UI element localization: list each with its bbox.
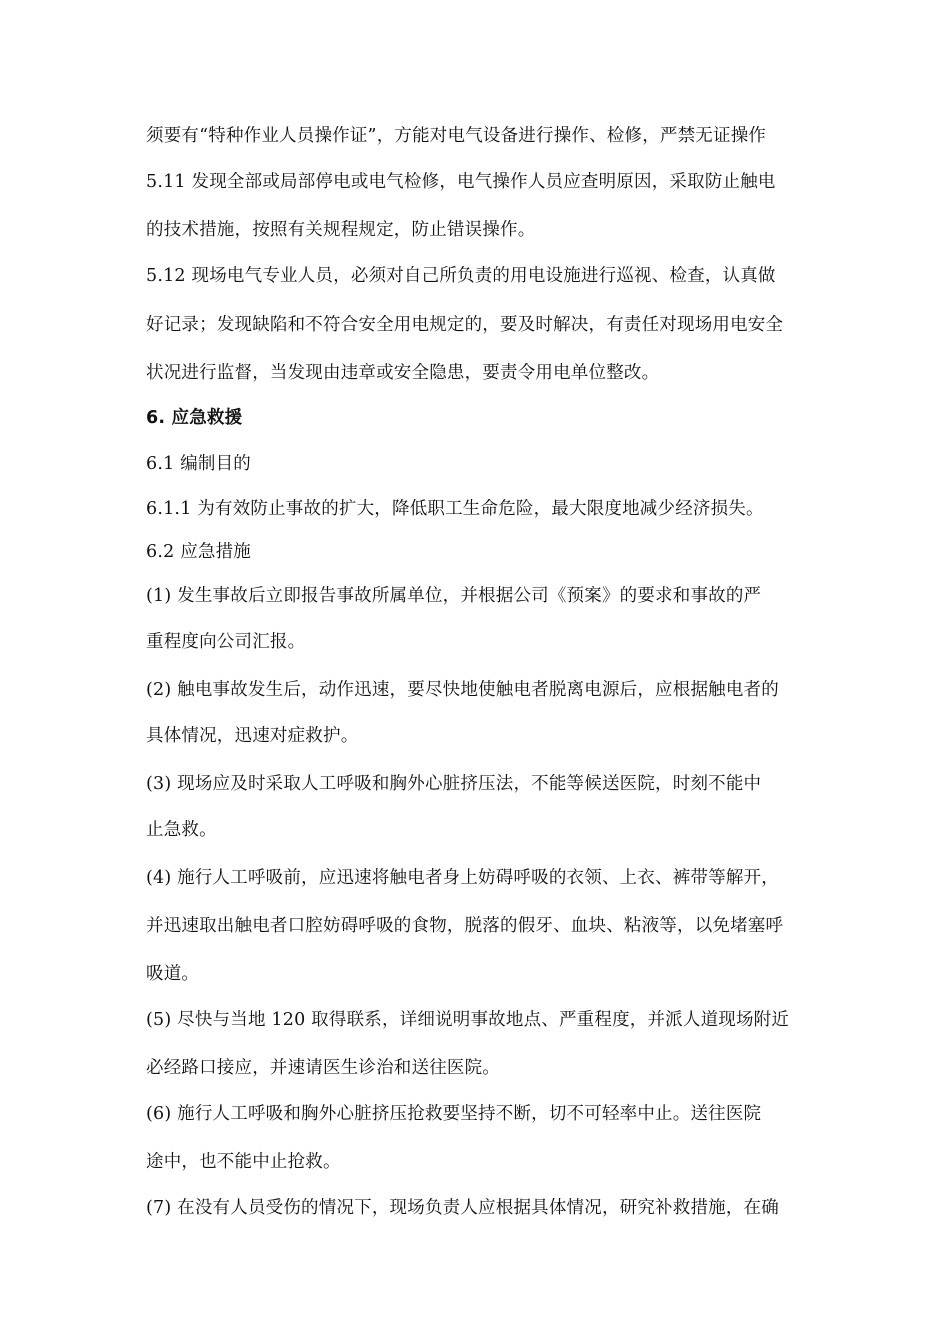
text-line: 止急救。 xyxy=(146,820,217,840)
text-line: 状况进行监督，当发现由违章或安全隐患，要责令用电单位整改。 xyxy=(146,363,660,383)
text-line: (1) 发生事故后立即报告事故所属单位，并根据公司《预案》的要求和事故的严 xyxy=(146,586,762,606)
text-line: 必经路口接应，并速请医生诊治和送往医院。 xyxy=(146,1058,500,1078)
text-line: (6) 施行人工呼吸和胸外心脏挤压抢救要坚持不断，切不可轻率中止。送往医院 xyxy=(146,1104,762,1124)
section-heading: 6. 应急救援 xyxy=(146,408,243,428)
text-line: 具体情况，迅速对症救护。 xyxy=(146,726,359,746)
text-line: 须要有“特种作业人员操作证”，方能对电气设备进行操作、检修，严禁无证操作 xyxy=(146,126,767,146)
text-line: 6.1.1 为有效防止事故的扩大，降低职工生命危险，最大限度地减少经济损失。 xyxy=(146,499,764,519)
subsection-heading: 6.2 应急措施 xyxy=(146,542,251,562)
text-line: (3) 现场应及时采取人工呼吸和胸外心脏挤压法，不能等候送医院，时刻不能中 xyxy=(146,774,762,794)
text-line: 5.12 现场电气专业人员，必须对自己所负责的用电设施进行巡视、检查，认真做 xyxy=(146,266,776,286)
text-line: 途中，也不能中止抢救。 xyxy=(146,1152,341,1172)
text-line: 吸道。 xyxy=(146,964,200,984)
subsection-heading: 6.1 编制目的 xyxy=(146,454,251,474)
text-line: (2) 触电事故发生后，动作迅速，要尽快地使触电者脱离电源后，应根据触电者的 xyxy=(146,680,779,700)
text-line: 的技术措施，按照有关规程规定，防止错误操作。 xyxy=(146,220,536,240)
text-line: 5.11 发现全部或局部停电或电气检修，电气操作人员应查明原因，采取防止触电 xyxy=(146,172,776,192)
text-line: 重程度向公司汇报。 xyxy=(146,632,306,652)
text-line: (7) 在没有人员受伤的情况下，现场负责人应根据具体情况，研究补救措施，在确 xyxy=(146,1198,779,1218)
text-line: 并迅速取出触电者口腔妨碍呼吸的食物，脱落的假牙、血块、粘液等，以免堵塞呼 xyxy=(146,916,784,936)
text-line: (4) 施行人工呼吸前，应迅速将触电者身上妨碍呼吸的衣领、上衣、裤带等解开， xyxy=(146,868,779,888)
text-line: (5) 尽快与当地 120 取得联系，详细说明事故地点、严重程度，并派人道现场附近 xyxy=(146,1010,790,1030)
text-line: 好记录；发现缺陷和不符合安全用电规定的，要及时解决，有责任对现场用电安全 xyxy=(146,315,784,335)
